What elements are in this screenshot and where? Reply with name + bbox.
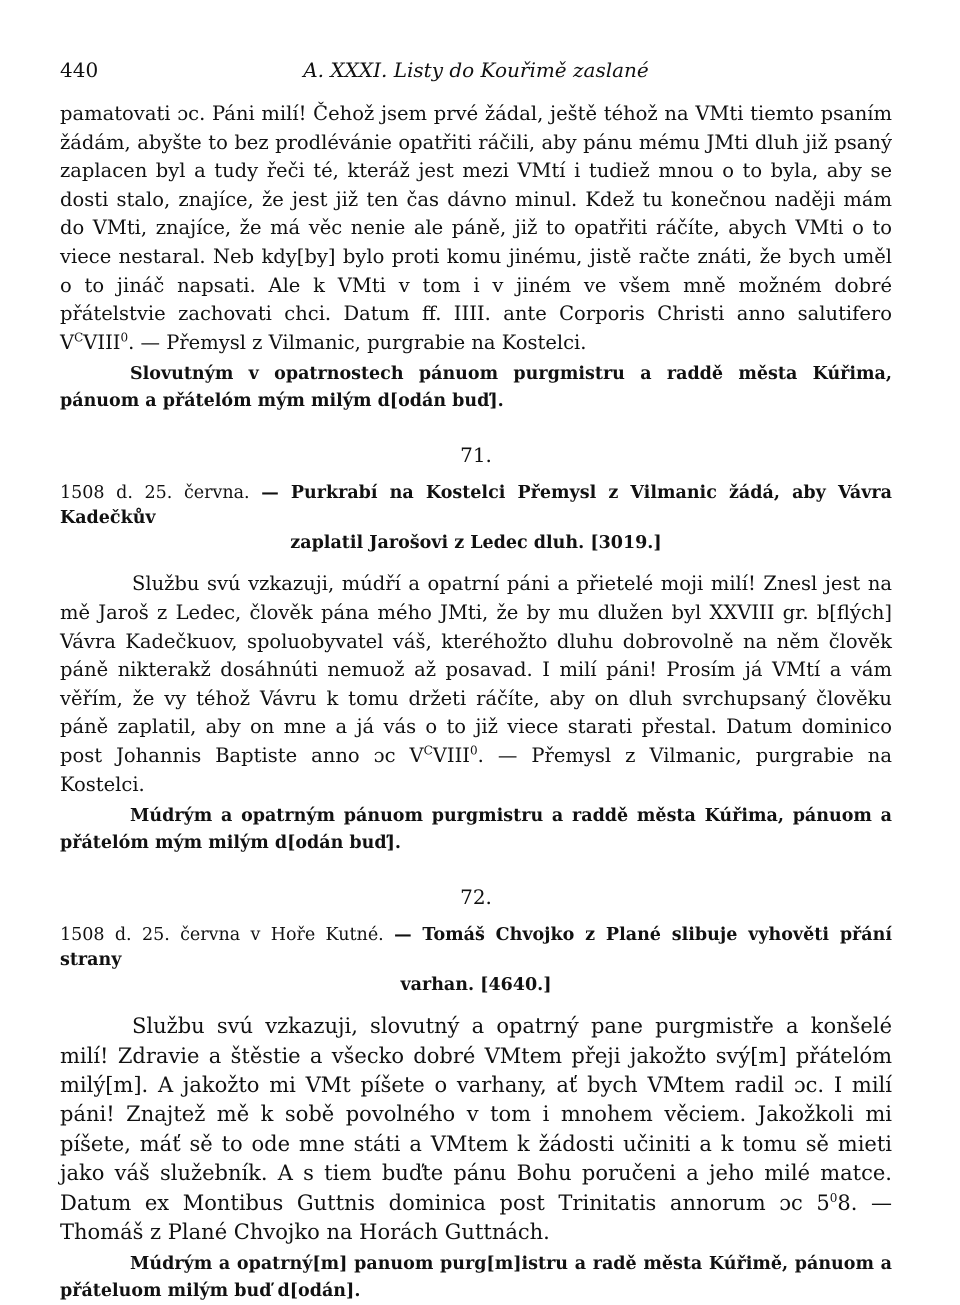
letter-text: Službu svú vzkazuji, múdří a opatrní páni a přietelé moji milí! Znesl jest na mě Jaroš z Ledec, člověk pána mého JMti, že by mu dlužen byl XXVIII gr. b[flých] Vávra Kadečkuov, spoluobyvatel váš, kteréhožto dluhu dobrovolně na něm člověk páně nikterakž dosáhnúti nemuož až posavad. I milí páni! Prosím já VMtí a vám věřím, že vy téhož Vávru k tomu držeti ráčíte, aby on dluh svrchupsaný člověku páně zaplatil, aby on mne a já vás o to již viece starati přestal. Datum dominico post Johannis Baptiste anno ɔc $V^CVIII^0$. — Přemysl z Vilmanic, purgrabie na Kostelci. [60, 572, 892, 796]
letter-text: Službu svú vzkazuji, slovutný a opatrný pane purgmistře a konšelé milí! Zdravie a štěstie a všecko dobré VMtem přeji jakožto svý[m] přátelóm milý[m]. A jakožto mi VMt píšete o varhany, ať bych VMtem radil ɔc. I milí páni! Znajtež mě k sobě povolného v tom i mnohem věciem. Jakožkoli mi píšete, máť sě to ode mne státi a VMtem k žádosti učiniti a k tomu sě mieti jako váš služebník. A s tiem buďte pánu Bohu poručeni a jeho milé matce. Datum ex Montibus Guttnis dominica post Trinitatis annorum ɔc $5^08$. — Thomáš z Plané Chvojko na Horách Guttnách. [60, 1014, 892, 1244]
intro-address: Slovutným v opatrnostech pánuom purgmistru a raddě města Kúřima, pánuom a přátelóm mým milým d[odán buď]. [60, 364, 892, 412]
document-regest: 1508 d. 25. června. — Purkrabí na Kostelci Přemysl z Vilmanic žádá, aby Vávra Kadečkův zaplatil Jarošovi z Ledec dluh. [3019.] [60, 483, 892, 554]
document-number: 71. [460, 443, 492, 468]
page-header [60, 58, 892, 88]
letter-address: Múdrým a opatrný[m] panuom purg[m]istru a radě města Kúřimě, pánuom a přáteluom milým buď d[odán]. [60, 1254, 892, 1302]
running-title: A. XXXI. Listy do Kouřimě zaslané [303, 58, 649, 82]
document-number: 72. [460, 885, 492, 910]
letter-address: Múdrým a opatrným pánuom purgmistru a raddě města Kúřima, pánuom a přátelóm mým milým d[odán buď]. [60, 806, 892, 854]
page-number: 440 [60, 58, 99, 82]
document-regest: 1508 d. 25. června v Hoře Kutné. — Tomáš Chvojko z Plané slibuje vyhověti přání strany varhan. [4640.] [60, 925, 892, 996]
intro-letter-text: pamatovati ɔc. Páni milí! Čehož jsem prvé žádal, ještě téhož na VMti tiemto psaním žádám, abyšte to bez prodlévánie opatřiti ráčili, aby pánu mému JMti dluh již psaný zaplacen byl a tudy řeči té, kteráž jest mezi VMtí i tudiež mnou o to byla, aby se dosti stalo, znajíce, že jest již ten čas dávno minul. Kdež tu konečnou naději mám do VMti, znajíce, že má věc nenie ale páně, již to opatřiti ráčíte, abych VMti o to viece nestaral. Neb kdy[by] bylo proti komu jinému, jistě račte znáti, že bych uměl o to jináč napsati. Ale k VMti v tom i v jiném ve všem mně možném dobré přátelstvie zachovati chci. Datum ff. IIII. ante Corporis Christi anno salutifero $V^CVIII^0$. — Přemysl z Vilmanic, purgrabie na Kostelci. [60, 102, 892, 354]
